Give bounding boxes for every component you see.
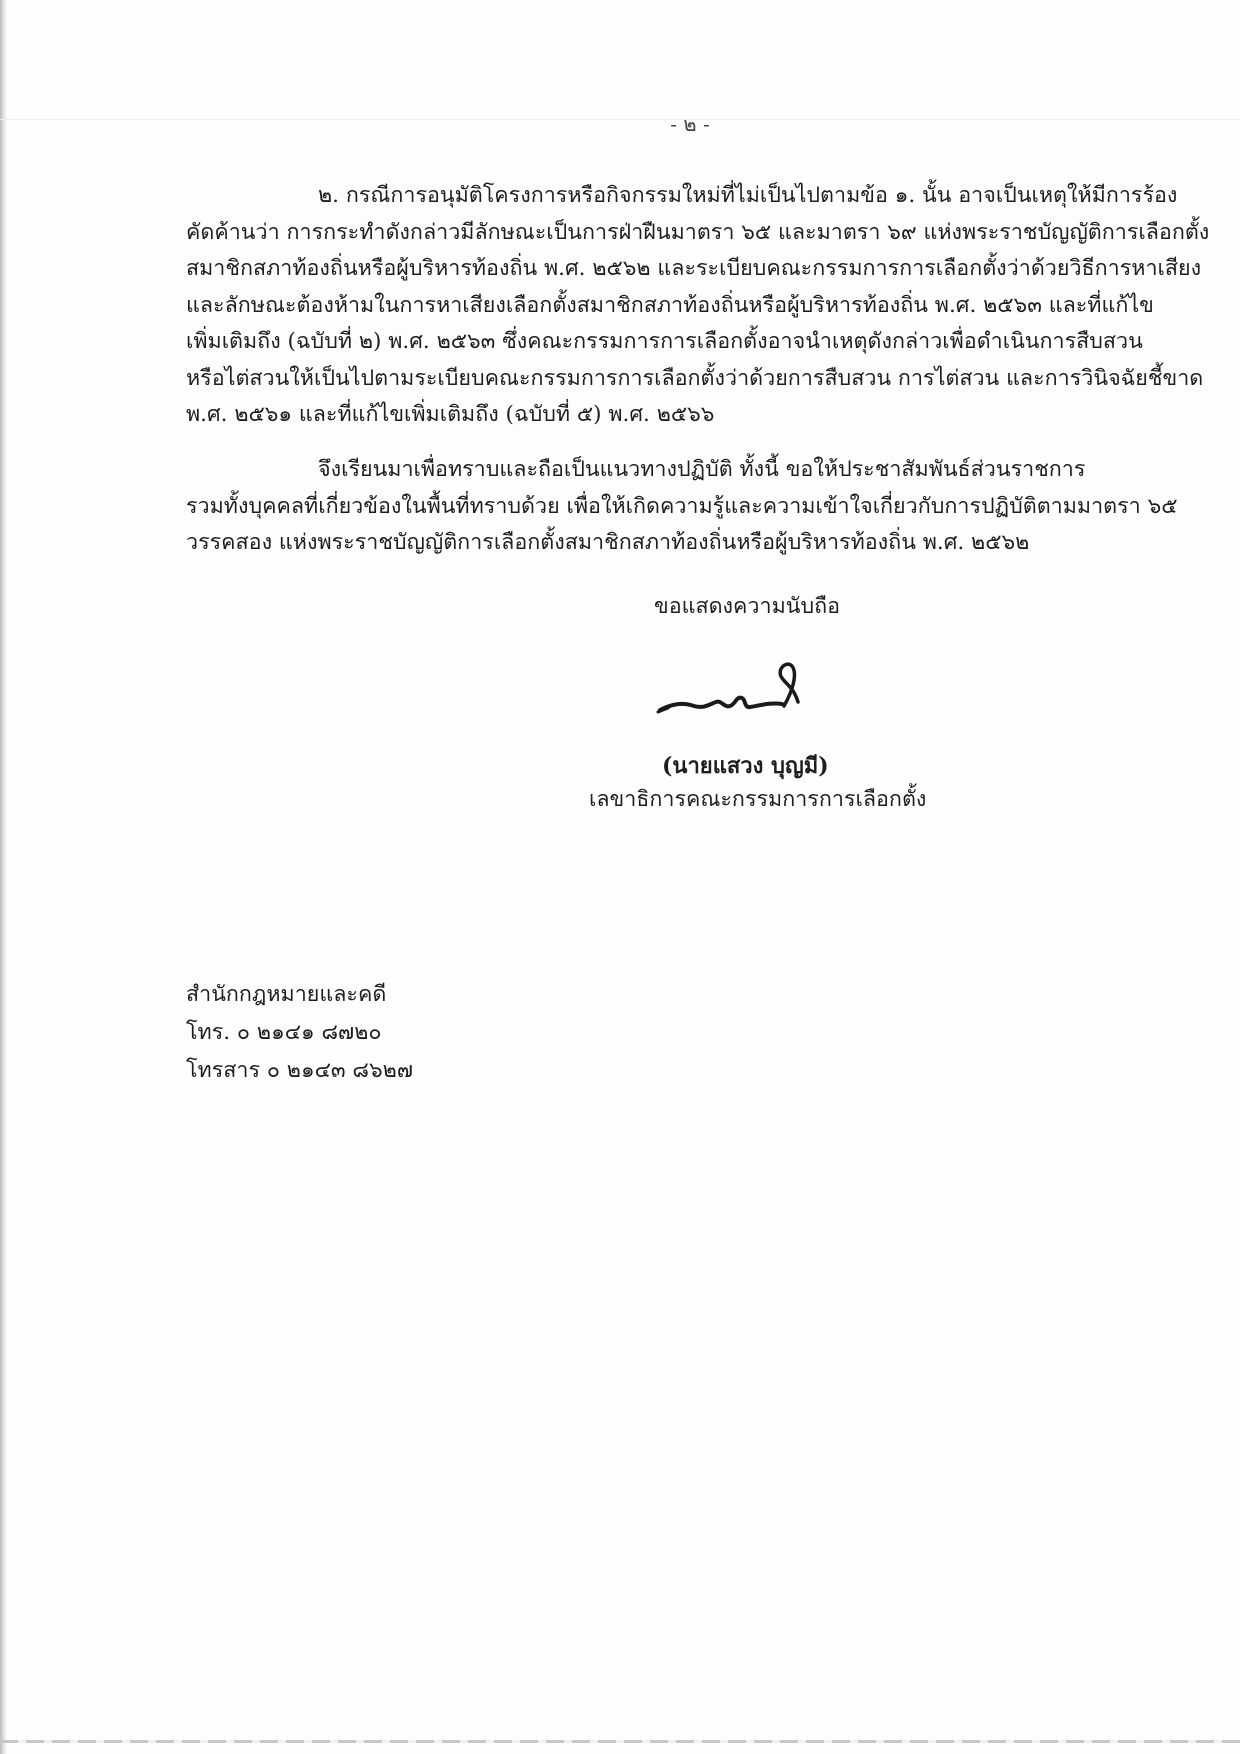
page-number: - ๒ - xyxy=(670,112,710,136)
signature-image xyxy=(652,652,832,732)
paragraph-conclusion xyxy=(186,452,1178,562)
contact-fax: โทรสาร ๐ ๒๑๔๓ ๘๖๒๗ xyxy=(186,1058,413,1083)
paragraph-line: ๒. กรณีการอนุมัติโครงการหรือกิจกรรมใหม่ที่ไม่เป็นไปตามข้อ ๑. นั้น อาจเป็นเหตุให้มีการร้อง xyxy=(318,183,1178,208)
scan-edge xyxy=(0,0,7,1754)
signer-title: เลขาธิการคณะกรรมการการเลือกตั้ง xyxy=(589,787,927,812)
paragraph-line: สมาชิกสภาท้องถิ่นหรือผู้บริหารท้องถิ่น พ.ศ. ๒๕๖๒ และระเบียบคณะกรรมการการเลือกตั้งว่าด้วยวิธีการหาเสียง xyxy=(186,256,1202,281)
paragraph-line: หรือไต่สวนให้เป็นไปตามระเบียบคณะกรรมการการเลือกตั้งว่าด้วยการสืบสวน การไต่สวน และการวินิจฉัยชี้ขาด xyxy=(186,365,1204,391)
paragraph-line: พ.ศ. ๒๕๖๑ และที่แก้ไขเพิ่มเติมถึง (ฉบับที่ ๕) พ.ศ. ๒๕๖๖ xyxy=(186,402,715,427)
contact-phone: โทร. ๐ ๒๑๔๑ ๘๗๒๐ xyxy=(186,1020,382,1045)
signer-name: (นายแสวง บุญมี) xyxy=(662,753,829,779)
paragraph-line: รวมทั้งบุคคลที่เกี่ยวข้องในพื้นที่ทราบด้วย เพื่อให้เกิดความรู้และความเข้าใจเกี่ยวกับการปฏิบัติตามมาตรา ๖๕ xyxy=(186,493,1178,519)
paragraph-line: และลักษณะต้องห้ามในการหาเสียงเลือกตั้งสมาชิกสภาท้องถิ่นหรือผู้บริหารท้องถิ่น พ.ศ. ๒๕๖๓ และที่แก้ไข xyxy=(186,292,1154,318)
paragraph-line: วรรคสอง แห่งพระราชบัญญัติการเลือกตั้งสมาชิกสภาท้องถิ่นหรือผู้บริหารท้องถิ่น พ.ศ. ๒๕๖๒ xyxy=(186,530,1030,555)
paragraph-election-objection xyxy=(186,178,1210,434)
paragraph-line: จึงเรียนมาเพื่อทราบและถือเป็นแนวทางปฏิบัติ ทั้งนี้ ขอให้ประชาสัมพันธ์ส่วนราชการ xyxy=(318,457,1086,482)
contact-office: สำนักกฎหมายและคดี xyxy=(186,982,387,1007)
closing-salutation: ขอแสดงความนับถือ xyxy=(654,594,841,619)
scan-line xyxy=(0,1740,1240,1743)
paragraph-line: คัดค้านว่า การกระทำดังกล่าวมีลักษณะเป็นการฝ่าฝืนมาตรา ๖๕ และมาตรา ๖๙ แห่งพระราชบัญญัติการเลือกตั้ง xyxy=(186,219,1210,245)
paragraph-line: เพิ่มเติมถึง (ฉบับที่ ๒) พ.ศ. ๒๕๖๓ ซึ่งคณะกรรมการการเลือกตั้งอาจนำเหตุดังกล่าวเพื่อดำเนินการสืบสวน xyxy=(186,329,1143,354)
contact-block xyxy=(186,976,413,1090)
